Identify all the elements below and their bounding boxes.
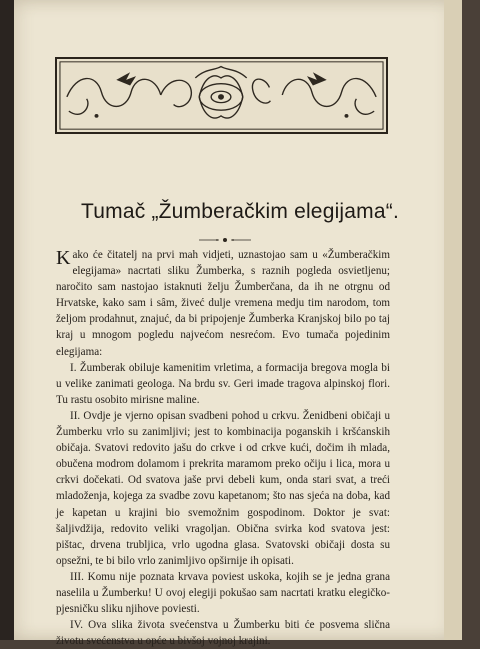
paragraph-elegy-2: II. Ovdje je vjerno opisan svadbeni pohod u crkvu. Ženidbeni običaji u Žumberku vrlo su zanimljivi; jest to kombinacija poganskih i kršćanskih običaja. Svatovi redovito jašu do crkve i od crkve kući, dočim ih mlada, obučena modrom dolamom i prekrita maramom preko očiju i lica, mora u crkvi dočekati. Od svatova jaše prvi debeli kum, onda stari svat, a treći mladoženja, kojega za svadbe zovu kapetanom; što nas sjeća na doba, kad je kapetan u krajini bio svemožnim gospodinom. Doktor je svat: šaljivdžija, redovito veliki vragoljan. Obična svirka kod svatova jest: pištac, drvena trubljica, vrlo ugodna glasa. Svatovski običaji dosta su opsežni, te bi bilo vrlo zanimljivo opširnije ih opisati. [56, 409, 390, 567]
title-divider-ornament [195, 236, 255, 244]
paragraph-elegy-3: III. Komu nije poznata krvava poviest uskoka, kojih se je jedna grana naselila u Žumberku! U ovoj elegiji pokušao sam nacrtati kratku elegičko-pjesničku sliku njihove poviesti. [56, 570, 390, 616]
paragraph-elegy-1: I. Žumberak obiluje kamenitim vrletima, a formacija bregova mogla bi u velike zanimati geologa. Na brdu sv. Geri imade tragova alpinskoj flori. Tu rastu osobito mirisne maline. [56, 361, 390, 406]
body-text [56, 247, 390, 649]
paragraph-elegy-4: IV. Ova slika života svećenstva u Žumberku biti će posvema slična životu svećenstva u opće u bivšoj vojnoj krajini. [56, 619, 390, 648]
page-title: Tumač „Žumberačkim elegijama“. [81, 200, 399, 223]
paragraph-intro [56, 247, 390, 360]
scrollwork-griffins-icon [57, 59, 386, 132]
paragraph-text: ako će čitatelj na prvi mah vidjeti, uznastojao sam u «Žumberačkim elegijama» nacrtati sliku Žumberka, s raznih pogleda osvietljenu; naročito sam nastojao istaknuti želju Žumberčana, da ih ne otrgnu od Hrvatske, kako sam i sâm, živeć dulje vremena medju tim narodom, tom željom prodahnut, znajuć, da bi pripojenje Žumberka Kranjskoj bilo po taj kraj u mnogom pogledu najvećom nesrećom. Evo tumača pojedinim elegijama: [56, 249, 390, 358]
page-edge [444, 0, 462, 640]
book-spine-shadow [0, 0, 14, 640]
drop-cap: K [56, 247, 71, 269]
decorative-header-ornament [55, 57, 388, 134]
